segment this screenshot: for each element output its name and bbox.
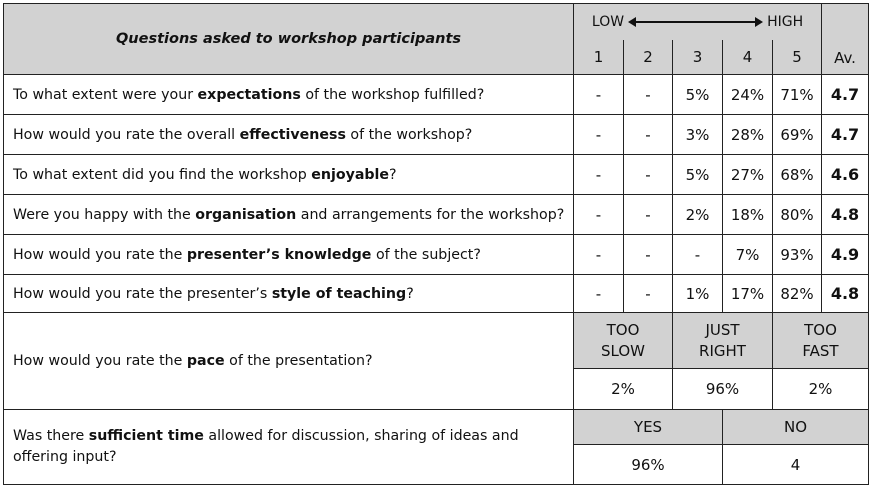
score-cell bbox=[673, 235, 723, 275]
score-value: - bbox=[645, 85, 651, 104]
pace-bold: pace bbox=[186, 353, 225, 369]
pace-value: 96% bbox=[705, 380, 740, 398]
pace-just-right-value bbox=[673, 369, 773, 410]
col-1-header bbox=[574, 40, 624, 75]
pace-label-line: SLOW bbox=[601, 341, 645, 360]
average-cell bbox=[822, 235, 868, 275]
average-value: 4.8 bbox=[830, 205, 860, 224]
score-value: 93% bbox=[780, 245, 814, 264]
question-text: and arrangements for the workshop? bbox=[296, 206, 565, 223]
col-2-header bbox=[624, 40, 673, 75]
time-label: NO bbox=[783, 418, 808, 436]
score-cell bbox=[624, 155, 673, 195]
score-cell bbox=[773, 155, 822, 195]
score-value: 24% bbox=[730, 85, 765, 104]
question-text: To what extent were your bbox=[13, 86, 198, 103]
question-text: of the subject? bbox=[371, 246, 481, 263]
average-value: 4.7 bbox=[830, 125, 860, 144]
pace-question bbox=[4, 313, 574, 410]
average-cell bbox=[822, 115, 868, 155]
average-value: 4.7 bbox=[830, 85, 860, 104]
pace-label-line: TOO bbox=[606, 320, 640, 339]
score-value: 3% bbox=[685, 125, 710, 144]
average-cell bbox=[822, 75, 868, 115]
score-value: - bbox=[595, 284, 602, 303]
average-cell bbox=[822, 275, 868, 313]
question-text: Were you happy with the bbox=[13, 206, 196, 223]
time-label: YES bbox=[633, 418, 663, 436]
pace-value: 2% bbox=[611, 380, 635, 398]
avg-header bbox=[822, 4, 868, 75]
pace-too-slow-value bbox=[574, 369, 673, 410]
score-cell bbox=[574, 115, 624, 155]
score-value: 28% bbox=[730, 125, 765, 144]
score-cell bbox=[773, 275, 822, 313]
scale-header bbox=[574, 4, 822, 40]
score-value: 80% bbox=[780, 205, 814, 224]
score-cell bbox=[673, 75, 723, 115]
pace-label-line: TOO bbox=[804, 320, 837, 339]
time-value: 4 bbox=[790, 455, 801, 474]
score-value: - bbox=[645, 125, 651, 144]
score-cell bbox=[673, 155, 723, 195]
score-cell bbox=[773, 195, 822, 235]
pace-just-right-header bbox=[673, 313, 773, 369]
pace-post: of the presentation? bbox=[224, 353, 373, 369]
question-text: How would you rate the overall bbox=[13, 126, 240, 143]
pace-label-line: FAST bbox=[802, 341, 839, 360]
question-text: of the workshop fulfilled? bbox=[300, 86, 485, 103]
score-value: - bbox=[645, 284, 651, 303]
score-value: 17% bbox=[730, 284, 765, 303]
avg-label: Av. bbox=[834, 49, 856, 67]
score-value: - bbox=[694, 245, 701, 264]
col-4-label: 4 bbox=[742, 48, 753, 66]
score-cell bbox=[574, 75, 624, 115]
question-keyword: style of teaching bbox=[271, 285, 407, 302]
average-cell bbox=[822, 155, 868, 195]
score-cell bbox=[624, 235, 673, 275]
score-cell bbox=[624, 275, 673, 313]
score-cell bbox=[723, 275, 773, 313]
time-post: allowed for discussion, sharing of ideas and bbox=[203, 428, 519, 444]
double-arrow-icon bbox=[628, 17, 763, 27]
score-value: - bbox=[595, 125, 602, 144]
question-cell bbox=[4, 155, 574, 195]
score-cell bbox=[723, 155, 773, 195]
time-no-header bbox=[723, 410, 868, 445]
question-keyword: presenter’s knowledge bbox=[186, 246, 372, 263]
question-text: ? bbox=[406, 285, 414, 302]
score-value: 5% bbox=[685, 165, 710, 184]
col-5-label: 5 bbox=[792, 48, 802, 66]
question-cell bbox=[4, 195, 574, 235]
score-value: 1% bbox=[685, 284, 710, 303]
score-value: - bbox=[595, 85, 602, 104]
score-value: 82% bbox=[780, 284, 814, 303]
question-keyword: enjoyable bbox=[311, 166, 390, 183]
score-value: - bbox=[645, 245, 651, 264]
time-bold: sufficient time bbox=[88, 428, 204, 444]
score-value: 71% bbox=[780, 85, 814, 104]
question-text: How would you rate the presenter’s bbox=[13, 285, 272, 302]
score-cell bbox=[574, 235, 624, 275]
pace-label-line: JUST bbox=[705, 320, 740, 339]
score-value: 69% bbox=[780, 125, 814, 144]
score-cell bbox=[723, 235, 773, 275]
score-value: 18% bbox=[730, 205, 765, 224]
score-cell bbox=[773, 75, 822, 115]
col-3-header bbox=[673, 40, 723, 75]
question-keyword: organisation bbox=[195, 206, 297, 223]
high-label: HIGH bbox=[767, 14, 804, 30]
score-value: - bbox=[595, 245, 602, 264]
score-cell bbox=[574, 155, 624, 195]
score-cell bbox=[773, 235, 822, 275]
col-1-label: 1 bbox=[593, 48, 604, 66]
pace-label-line: RIGHT bbox=[699, 341, 746, 360]
question-keyword: expectations bbox=[197, 86, 301, 103]
score-cell bbox=[624, 75, 673, 115]
score-cell bbox=[723, 115, 773, 155]
score-value: 27% bbox=[730, 165, 765, 184]
average-cell bbox=[822, 195, 868, 235]
pace-too-slow-header bbox=[574, 313, 673, 369]
time-pre: Was there bbox=[13, 428, 89, 444]
time-yes-value bbox=[574, 445, 723, 484]
score-cell bbox=[673, 195, 723, 235]
average-value: 4.8 bbox=[830, 284, 860, 303]
score-value: 7% bbox=[735, 245, 760, 264]
low-label: LOW bbox=[591, 14, 625, 30]
col-2-label: 2 bbox=[643, 48, 653, 66]
score-value: 2% bbox=[685, 205, 710, 224]
score-value: - bbox=[595, 165, 602, 184]
col-5-header bbox=[773, 40, 822, 75]
question-keyword: effectiveness bbox=[239, 126, 346, 143]
time-question bbox=[4, 410, 574, 484]
header-title-cell bbox=[4, 4, 574, 75]
pace-too-fast-header bbox=[773, 313, 868, 369]
time-no-value bbox=[723, 445, 868, 484]
pace-too-fast-value bbox=[773, 369, 868, 410]
question-text: of the workshop? bbox=[345, 126, 473, 143]
col-4-header bbox=[723, 40, 773, 75]
average-value: 4.9 bbox=[830, 245, 860, 264]
survey-table bbox=[3, 3, 869, 485]
score-cell bbox=[574, 275, 624, 313]
score-cell bbox=[624, 195, 673, 235]
question-cell bbox=[4, 75, 574, 115]
pace-pre: How would you rate the bbox=[13, 353, 187, 369]
question-text: ? bbox=[389, 166, 397, 183]
col-3-label: 3 bbox=[692, 48, 703, 66]
score-value: - bbox=[595, 205, 602, 224]
question-cell bbox=[4, 235, 574, 275]
score-value: - bbox=[645, 165, 651, 184]
pace-value: 2% bbox=[808, 380, 833, 398]
score-value: - bbox=[645, 205, 651, 224]
question-cell bbox=[4, 115, 574, 155]
score-cell bbox=[574, 195, 624, 235]
time-value: 96% bbox=[631, 455, 665, 474]
time-yes-header bbox=[574, 410, 723, 445]
average-value: 4.6 bbox=[830, 165, 860, 184]
time-line2: offering input? bbox=[13, 449, 117, 465]
score-cell bbox=[624, 115, 673, 155]
score-cell bbox=[673, 275, 723, 313]
question-text: To what extent did you find the workshop bbox=[13, 166, 312, 183]
header-title: Questions asked to workshop participants bbox=[115, 31, 462, 47]
score-value: 68% bbox=[780, 165, 814, 184]
score-cell bbox=[673, 115, 723, 155]
question-text: How would you rate the bbox=[13, 246, 187, 263]
score-value: 5% bbox=[685, 85, 710, 104]
score-cell bbox=[723, 75, 773, 115]
score-cell bbox=[773, 115, 822, 155]
score-cell bbox=[723, 195, 773, 235]
question-cell bbox=[4, 275, 574, 313]
